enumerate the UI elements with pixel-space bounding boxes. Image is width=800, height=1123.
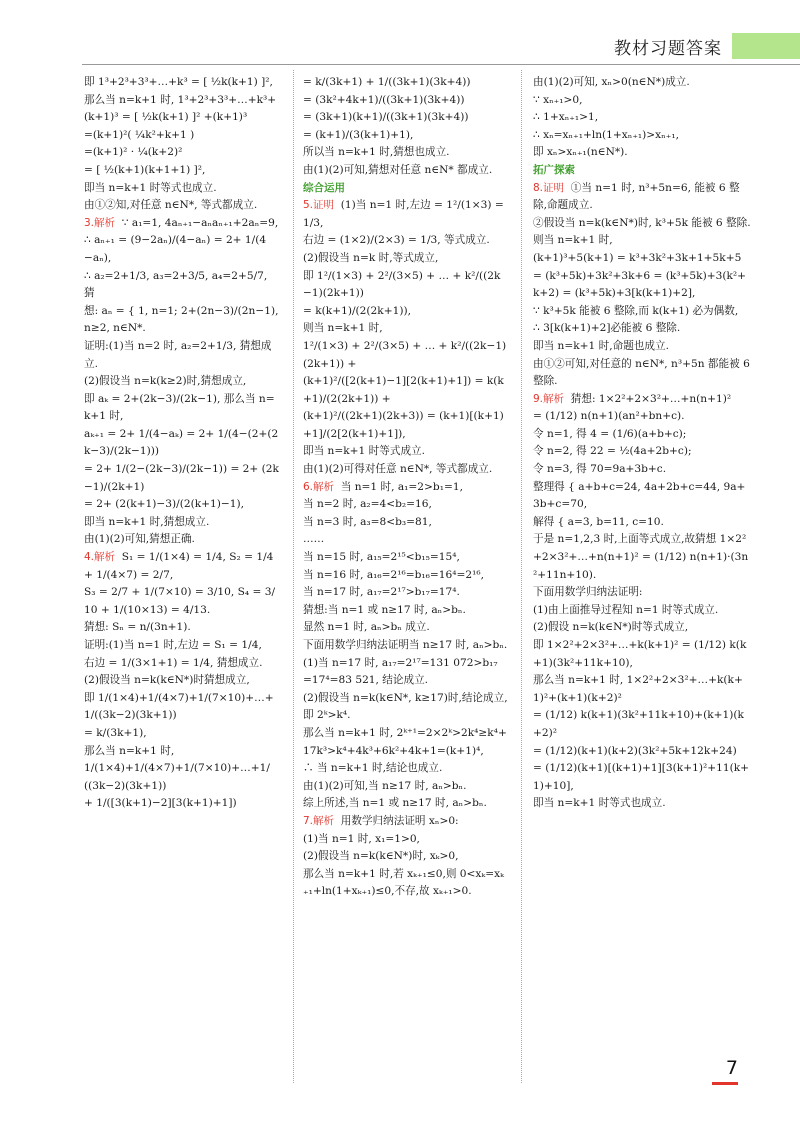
- text-line: ……: [303, 533, 325, 546]
- text-line: (1)由上面推导过程知 n=1 时等式成立.: [533, 603, 719, 616]
- text-line: (1)当 n=17 时, a₁₇=2¹⁷=131 072>b₁₇: [303, 656, 498, 669]
- problem-label: 5.证明: [303, 199, 335, 212]
- text-line: 则当 n=k+1 时,: [303, 322, 383, 335]
- text-line: 1/(1×4)+1/(4×7)+1/(7×10)+…+1/((3k−2)(3k+1)): [84, 762, 270, 792]
- page-number: 7: [725, 1057, 738, 1079]
- text-line: 猜想:当 n=1 或 n≥17 时, aₙ>bₙ.: [303, 603, 466, 616]
- text-line: 猜想: Sₙ = n/(3n+1).: [84, 621, 191, 634]
- text-line: 则当 n=k+1 时,: [533, 234, 613, 247]
- text-line: (2)假设当 n=k(k∈N*)时, xₖ>0,: [303, 850, 459, 863]
- problem-label: 9.解析: [533, 392, 565, 405]
- text-line: 下面用数学归纳法证明当 n≥17 时, aₙ>bₙ.: [303, 639, 508, 651]
- problem-line: [84, 549, 280, 584]
- text-line: ∵ xₙ₊₁>0,: [533, 93, 583, 106]
- text-line: 即当 n=k+1 时,猜想成立.: [84, 515, 210, 528]
- problem-text: 猜想: 1×2²+2×3²+…+n(n+1)²: [564, 392, 732, 405]
- text-line: = (1/12)(k+1)[(k+1)+1][3(k+1)²+11(k+1)+10],: [533, 762, 749, 792]
- text-line: 当 n=2 时, a₂=4<b₂=16,: [303, 498, 432, 511]
- text-line: 当 n=16 时, a₁₆=2¹⁶=b₁₆=16⁴=2¹⁶,: [303, 568, 484, 581]
- text-line: (2)假设当 n=k(k∈N*)时猜想成立,: [84, 674, 250, 687]
- text-line: ∴ a₂=2+1/3, a₃=2+3/5, a₄=2+5/7, 猜: [84, 269, 271, 300]
- text-line: S₃ = 2/7 + 1/(7×10) = 3/10, S₄ = 3/10 + 1/(10×13) = 4/13.: [84, 586, 276, 616]
- text-line: 所以当 n=k+1 时,猜想也成立.: [303, 146, 450, 159]
- text-line: + 1/([3(k+1)−2][3(k+1)+1]): [84, 797, 237, 810]
- text-line: ∴ xₙ=xₙ₊₁+ln(1+xₙ₊₁)>xₙ₊₁,: [533, 128, 679, 141]
- problem-label: 6.解析: [303, 480, 335, 493]
- text-line: 那么当 n=k+1 时, 2ᵏ⁺¹=2×2ᵏ>2k⁴≥k⁴+17k³>k⁴+4k³+6k²+4k+1=(k+1)⁴,: [303, 726, 507, 757]
- text-line: 当 n=3 时, a₃=8<b₃=81,: [303, 515, 432, 528]
- text-line: 综上所述,当 n=1 或 n≥17 时, aₙ>bₙ.: [303, 797, 487, 810]
- text-line: = 2+ 1/(2−(2k−3)/(2k−1)) = 2+ (2k−1)/(2k+1): [84, 463, 279, 493]
- text-line: 即当 n=k+1 时,命题也成立.: [533, 339, 669, 352]
- text-line: = (3k+1)(k+1)/((3k+1)(3k+4)): [303, 111, 469, 124]
- problem-line: [303, 813, 508, 831]
- text-line: 证明:(1)当 n=1 时,左边 = S₁ = 1/4,: [84, 639, 262, 651]
- problem-label: 4.解析: [84, 551, 116, 564]
- text-line: 由①②可知,对任意的 n∈N*, n³+5n 都能被 6 整除.: [533, 357, 754, 388]
- text-line: 即当 n=k+1 时等式成立.: [303, 445, 425, 458]
- text-line: (k+1)²/((2k+1)(2k+3)) = (k+1)[(k+1)+1]/(2[2(k+1)+1]),: [303, 410, 504, 440]
- text-line: 右边 = (1×2)/(2×3) = 1/3, 等式成立.: [303, 234, 490, 247]
- text-line: = (1/12) k(k+1)(3k²+11k+10)+(k+1)(k+2)²: [533, 709, 744, 739]
- text-line: (2)假设当 n=k(k≥2)时,猜想成立,: [84, 375, 247, 388]
- problem-text: S₁ = 1/(1×4) = 1/4, S₂ = 1/4 + 1/(4×7) = 2/7,: [84, 551, 277, 581]
- text-line: 由(1)(2)可知,猜想对任意 n∈N* 都成立.: [303, 163, 493, 176]
- text-line: (2)假设 n=k(k∈N*)时等式成立,: [533, 621, 689, 634]
- problem-label: 3.解析: [84, 216, 116, 229]
- text-line: ∴ aₙ₊₁ = (9−2aₙ)/(4−aₙ) = 2+ 1/(4−aₙ),: [84, 234, 267, 264]
- text-line: 下面用数学归纳法证明:: [533, 586, 643, 599]
- text-line: ∴ 1+xₙ₊₁>1,: [533, 111, 599, 124]
- text-line: 即 1/(1×4)+1/(4×7)+1/(7×10)+…+1/((3k−2)(3k+1)): [84, 691, 274, 722]
- text-line: ∵ k³+5k 能被 6 整除,而 k(k+1) 必为偶数,: [533, 304, 739, 317]
- text-line: = k/(3k+1) + 1/((3k+1)(3k+4)): [303, 76, 471, 88]
- text-line: 右边 = 1/(3×1+1) = 1/4, 猜想成立.: [84, 656, 263, 669]
- text-line: =(k+1)² · ¼(k+2)²: [84, 146, 183, 159]
- page-number-underline: [712, 1082, 738, 1085]
- text-line: 即 1³+2³+3³+…+k³ = [ ½k(k+1) ]²,: [84, 76, 273, 88]
- text-line: 1²/(1×3) + 2²/(3×5) + … + k²/((2k−1)(2k+1)) +: [303, 339, 507, 370]
- text-line: 由(1)(2)可知, xₙ>0(n∈N*)成立.: [533, 76, 690, 88]
- text-line: 即当 n=k+1 时等式也成立.: [533, 797, 666, 810]
- text-line: = 2+ (2(k+1)−3)/(2(k+1)−1),: [84, 498, 245, 511]
- problem-line: [303, 197, 508, 232]
- column-3: [533, 74, 754, 813]
- text-line: 由(1)(2)可知,猜想正确.: [84, 533, 195, 546]
- text-line: 令 n=3, 得 70=9a+3b+c.: [533, 463, 667, 476]
- text-line: 想: aₙ = { 1, n=1; 2+(2n−3)/(2n−1), n≥2, n∈N*.: [84, 304, 282, 335]
- text-line: = (1/12)(k+1)(k+2)(3k²+5k+12k+24): [533, 744, 737, 757]
- text-line: 由(1)(2)可得对任意 n∈N*, 等式都成立.: [303, 463, 493, 476]
- text-line: = [ ½(k+1)(k+1+1) ]²,: [84, 163, 206, 176]
- text-line: 整理得 { a+b+c=24, 4a+2b+c=44, 9a+3b+c=70,: [533, 480, 746, 511]
- problem-text: ∵ a₁=1, 4aₙ₊₁−aₙaₙ₊₁+2aₙ=9,: [115, 216, 279, 229]
- text-line: ∴ 当 n=k+1 时,结论也成立.: [303, 762, 443, 775]
- text-line: 那么当 n=k+1 时,若 xₖ₊₁≤0,则 0<xₖ=xₖ₊₁+ln(1+xₖ₊₁)≤0,不存,故 xₖ₊₁>0.: [303, 867, 504, 898]
- text-line: 即当 n=k+1 时等式也成立.: [84, 181, 217, 194]
- column-divider: [521, 70, 522, 1083]
- section-heading: 综合运用: [303, 181, 345, 194]
- text-line: aₖ₊₁ = 2+ 1/(4−aₖ) = 2+ 1/(4−(2+(2k−3)/(2k−1))): [84, 427, 279, 458]
- text-line: = (1/12) n(n+1)(an²+bn+c).: [533, 410, 685, 423]
- header-title: 教材习题答案: [614, 39, 722, 59]
- column-1: [84, 74, 280, 813]
- problem-text: 当 n=1 时, a₁=2>b₁=1,: [334, 480, 463, 493]
- text-line: 当 n=15 时, a₁₅=2¹⁵<b₁₅=15⁴,: [303, 551, 460, 564]
- header-tab-decoration: [732, 33, 800, 59]
- text-line: ②假设当 n=k(k∈N*)时, k³+5k 能被 6 整除.: [533, 216, 751, 229]
- text-line: 解得 { a=3, b=11, c=10.: [533, 515, 664, 528]
- text-line: (2)假设当 n=k 时,等式成立,: [303, 251, 439, 264]
- column-divider: [293, 70, 294, 1083]
- text-line: 由①②知,对任意 n∈N*, 等式都成立.: [84, 199, 258, 212]
- text-line: 那么当 n=k+1 时, 1×2²+2×3²+…+k(k+1)²+(k+1)(k+2)²: [533, 674, 743, 704]
- problem-text: 用数学归纳法证明 xₙ>0:: [334, 814, 459, 827]
- text-line: = k(k+1)/(2(2k+1)),: [303, 304, 411, 317]
- problem-label: 7.解析: [303, 814, 335, 827]
- text-line: =17⁴=83 521, 结论成立.: [303, 674, 429, 687]
- problem-text: ①当 n=1 时, n³+5n=6, 能被 6 整除,命题成立.: [533, 181, 740, 212]
- text-line: 令 n=2, 得 22 = ½(4a+2b+c);: [533, 445, 692, 458]
- section-heading: 拓广探索: [533, 163, 575, 176]
- text-line: = (3k²+4k+1)/((3k+1)(3k+4)): [303, 93, 465, 106]
- text-line: = k/(3k+1),: [84, 726, 147, 739]
- text-line: =(k+1)²( ¼k²+k+1 ): [84, 128, 195, 141]
- problem-line: [303, 479, 508, 497]
- text-line: ∴ 3[k(k+1)+2]必能被 6 整除.: [533, 322, 681, 335]
- text-line: (2)假设当 n=k(k∈N*, k≥17)时,结论成立,即 2ᵏ>k⁴.: [303, 691, 508, 722]
- text-line: 即 xₙ>xₙ₊₁(n∈N*).: [533, 146, 628, 159]
- text-line: 于是 n=1,2,3 时,上面等式成立,故猜想 1×2²+2×3²+…+n(n+1)² = (1/12) n(n+1)·(3n²+11n+10).: [533, 533, 749, 581]
- text-line: 即 aₖ = 2+(2k−3)/(2k−1), 那么当 n=k+1 时,: [84, 392, 275, 423]
- problem-line: [84, 215, 280, 233]
- text-line: 那么当 n=k+1 时,: [84, 744, 175, 757]
- text-line: 由(1)(2)可知,当 n≥17 时, aₙ>bₙ.: [303, 779, 467, 792]
- problem-line: [533, 391, 751, 409]
- text-line: 那么当 n=k+1 时, 1³+2³+3³+…+k³+(k+1)³ = [ ½k(k+1) ]² +(k+1)³: [84, 93, 277, 124]
- text-line: 即 1²/(1×3) + 2²/(3×5) + … + k²/((2k−1)(2k+1)): [303, 269, 501, 300]
- text-line: (k+1)³+5(k+1) = k³+3k²+3k+1+5k+5 = (k³+5k)+3k²+3k+6 = (k³+5k)+3(k²+k+2) = (k³+5k)+3[k(k+1)+2],: [533, 251, 747, 300]
- column-2: [303, 74, 508, 901]
- text-line: 即 1×2²+2×3²+…+k(k+1)² = (1/12) k(k+1)(3k²+11k+10),: [533, 639, 747, 669]
- problem-label: 8.证明: [533, 181, 565, 194]
- text-line: 显然 n=1 时, aₙ>bₙ 成立.: [303, 621, 430, 634]
- problem-line: [533, 180, 751, 215]
- text-line: (k+1)²/([2(k+1)−1][2(k+1)+1]) = k(k+1)/(2(2k+1)) +: [303, 375, 504, 405]
- text-line: 令 n=1, 得 4 = (1/6)(a+b+c);: [533, 427, 687, 440]
- text-line: 当 n=17 时, a₁₇=2¹⁷>b₁₇=17⁴.: [303, 586, 460, 599]
- text-line: (1)当 n=1 时, x₁=1>0,: [303, 832, 420, 845]
- header-rule: [82, 64, 800, 65]
- text-line: = (k+1)/(3(k+1)+1),: [303, 128, 414, 141]
- text-line: 证明:(1)当 n=2 时, a₂=2+1/3, 猜想成立.: [84, 339, 272, 370]
- problem-text: (1)当 n=1 时,左边 = 1²/(1×3) = 1/3,: [303, 199, 508, 229]
